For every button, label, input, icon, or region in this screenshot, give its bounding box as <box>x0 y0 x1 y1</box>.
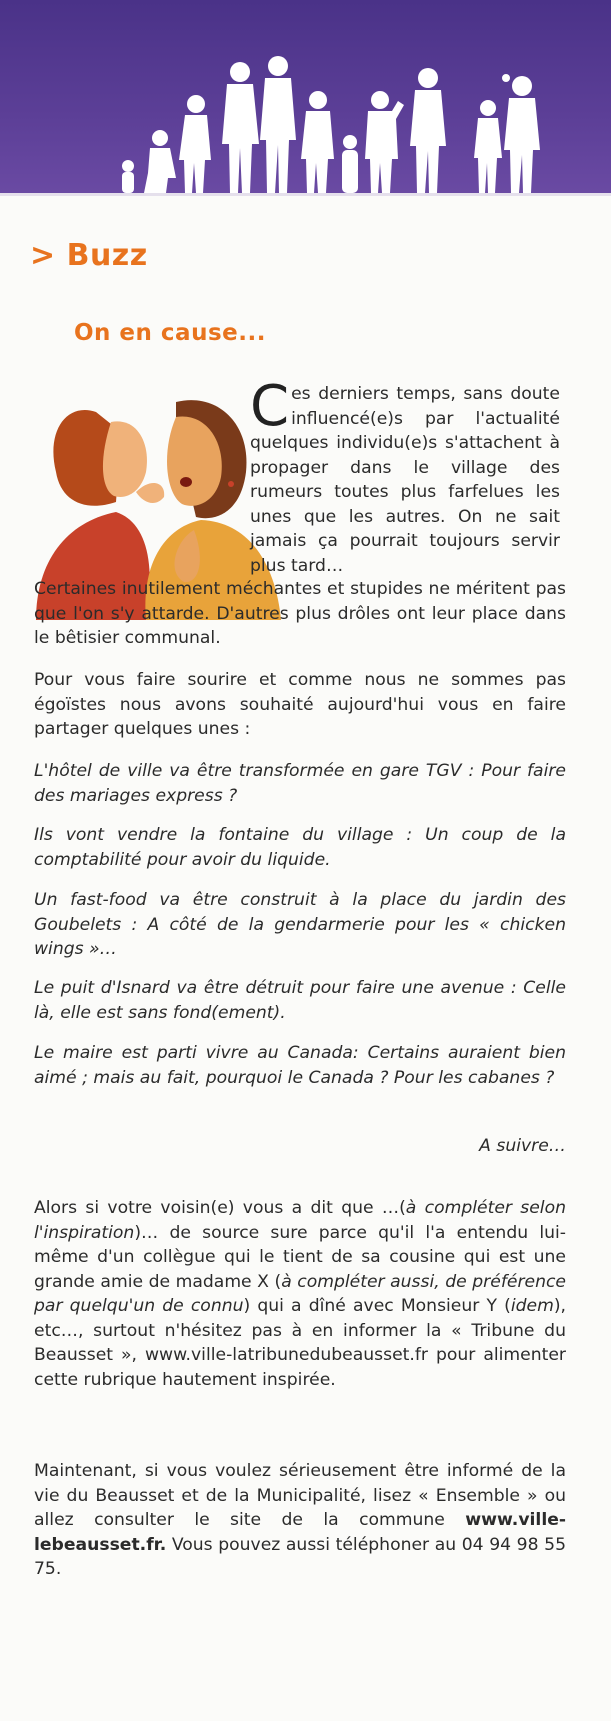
paragraph-2-text: Pour vous faire sourire et comme nous ne sommes pas égoïstes nous avons souhaité aujourd'hui vous en faire partager quelques unes : <box>34 670 566 739</box>
paragraph-3 <box>34 1196 566 1392</box>
p3-part-g: ), etc…, surtout n'hésitez pas à en informer la « Tribune du Beausset », www.ville-latribunedubeausset.fr pour alimenter cette rubrique hautement inspirée. <box>34 1296 566 1390</box>
p3-part-a: Alors si votre voisin(e) vous a dit que …( <box>34 1198 406 1218</box>
banner-divider <box>0 193 611 196</box>
paragraph-2 <box>34 668 566 742</box>
header-banner <box>0 0 611 193</box>
p4-part-a: Maintenant, si vous voulez sérieusement être informé de la vie du Beausset et de la Municipalité, lisez « Ensemble » ou allez consulter le site de la commune <box>34 1461 566 1530</box>
to-follow-text: A suivre… <box>479 1136 566 1156</box>
rumor-3-text: Un fast-food va être construit à la place du jardin des Goubelets : A côté de la gendarmerie pour les « chicken wings »… <box>34 890 566 959</box>
p3-part-b: à compléter selon l'inspiration <box>34 1198 566 1243</box>
rumor-1 <box>34 759 566 808</box>
p4-part-b: Vous pouvez aussi téléphoner au 04 94 98 55 75. <box>34 1534 566 1579</box>
rumor-1-text: L'hôtel de ville va être transformée en gare TGV : Pour faire des mariages express ? <box>34 761 566 806</box>
p3-part-e: ) qui a dîné avec Monsieur Y ( <box>243 1296 511 1316</box>
paragraph-4 <box>34 1459 566 1582</box>
paragraph-3-text <box>34 1196 566 1392</box>
intro-text: es derniers temps, sans doute influencé(e)s par l'actualité quelques individu(e)s s'attachent à propager dans le village des rumeurs toutes plus farfelues les unes que les autres. On ne sait jamais ça pourrait toujours servir plus tard… <box>250 384 560 576</box>
rumor-4 <box>34 976 566 1025</box>
to-follow <box>34 1134 566 1159</box>
rumor-5 <box>34 1041 566 1090</box>
rumor-4-text: Le puit d'Isnard va être détruit pour faire une avenue : Celle là, elle est sans fond(ement). <box>34 978 566 1023</box>
paragraph-1 <box>34 577 566 651</box>
p3-part-f: idem <box>510 1296 554 1316</box>
paragraph-4-text <box>34 1459 566 1582</box>
rumor-5-text: Le maire est parti vivre au Canada: Certains auraient bien aimé ; mais au fait, pourquoi le Canada ? Pour les cabanes ? <box>34 1043 566 1088</box>
website-link[interactable]: www.ville-lebeausset.fr. <box>34 1510 566 1555</box>
rumor-2 <box>34 823 566 872</box>
rumor-2-text: Ils vont vendre la fontaine du village : Un coup de la comptabilité pour avoir du liquide. <box>34 825 566 870</box>
intro-paragraph <box>250 374 560 578</box>
dropcap-letter: C <box>250 374 290 439</box>
paragraph-1-text: Certaines inutilement méchantes et stupides ne méritent pas que l'on s'y attarde. D'autres plus drôles ont leur place dans le bêtisier communal. <box>34 579 566 648</box>
section-title: > Buzz <box>30 238 148 273</box>
rumor-3 <box>34 888 566 962</box>
article-subtitle: On en cause... <box>74 320 266 346</box>
p3-part-c: )… de source sure parce qu'il l'a entendu lui-même d'un collègue qui le tient de sa cousine qui est une grande amie de madame X ( <box>34 1222 566 1292</box>
family-silhouettes-illustration <box>0 0 611 193</box>
p3-part-d: à compléter aussi, de préférence par quelqu'un de connu <box>34 1271 566 1316</box>
